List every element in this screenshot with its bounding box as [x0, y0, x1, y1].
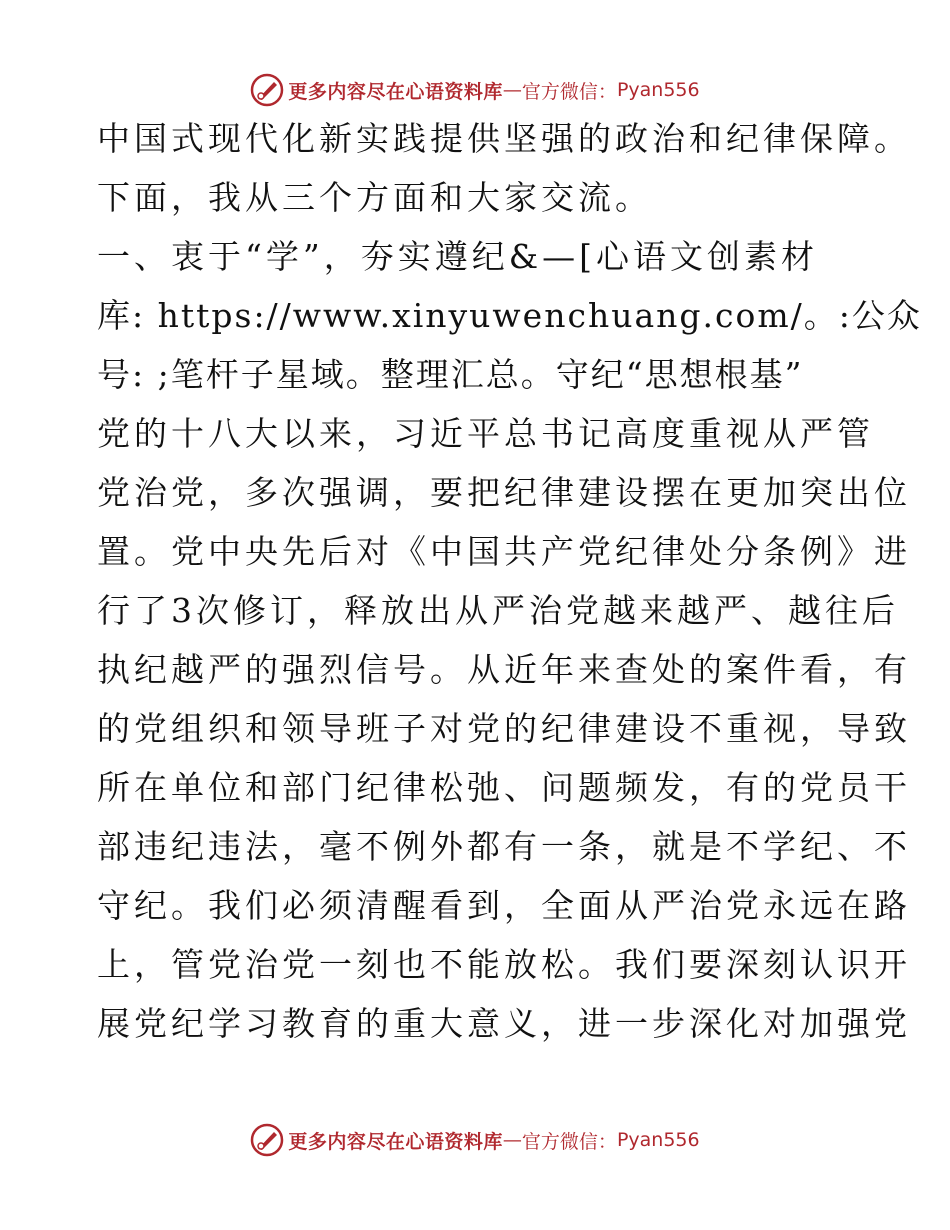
text-line: 的党组织和领导班子对党的纪律建设不重视，导致	[97, 709, 911, 748]
quill-logo-icon	[250, 1123, 284, 1157]
text-line: 行了3次修订，释放出从严治党越来越严、越往后	[97, 591, 899, 630]
text-line: 执纪越严的强烈信号。从近年来查处的案件看，有	[97, 650, 911, 689]
quill-logo-icon	[250, 73, 284, 107]
text-line: 上，管党治党一刻也不能放松。我们要深刻认识开	[97, 945, 911, 984]
watermark-id: Pyan556	[616, 79, 700, 101]
text-line: 部违纪违法，毫不例外都有一条，就是不学纪、不	[97, 827, 911, 866]
text-line: 党的十八大以来，习近平总书记高度重视从严管	[97, 414, 874, 453]
watermark-separator: —	[502, 1129, 522, 1151]
watermark-id: Pyan556	[616, 1129, 700, 1151]
text-line: 党治党，多次强调，要把纪律建设摆在更加突出位	[97, 473, 911, 512]
text-line: 置。党中央先后对《中国共产党纪律处分条例》进	[97, 532, 911, 571]
watermark-separator: —	[502, 79, 522, 101]
watermark-footer	[0, 1120, 950, 1160]
watermark-contact: 官方微信：	[521, 80, 617, 103]
watermark-header	[0, 70, 950, 110]
text-line: 展党纪学习教育的重大意义，进一步深化对加强党	[97, 1004, 911, 1043]
text-line: 中国式现代化新实践提供坚强的政治和纪律保障。	[97, 119, 911, 158]
text-line: 下面，我从三个方面和大家交流。	[97, 178, 652, 217]
text-line: 所在单位和部门纪律松弛、问题频发，有的党员干	[97, 768, 911, 807]
section-heading-line: 一、衷于“学”，夯实遵纪&—[心语文创素材	[97, 237, 818, 276]
document-body	[97, 119, 922, 1066]
section-heading-line: 库: https://www.xinyuwenchuang.com/。:公众	[97, 296, 922, 335]
section-heading-line: 号: ;笔杆子星域。整理汇总。守纪“思想根基”	[97, 355, 804, 394]
watermark-brand: 更多内容尽在心语资料库	[288, 80, 503, 103]
text-line: 守纪。我们必须清醒看到，全面从严治党永远在路	[97, 886, 911, 925]
watermark-brand: 更多内容尽在心语资料库	[288, 1130, 503, 1153]
watermark-contact: 官方微信：	[521, 1130, 617, 1153]
